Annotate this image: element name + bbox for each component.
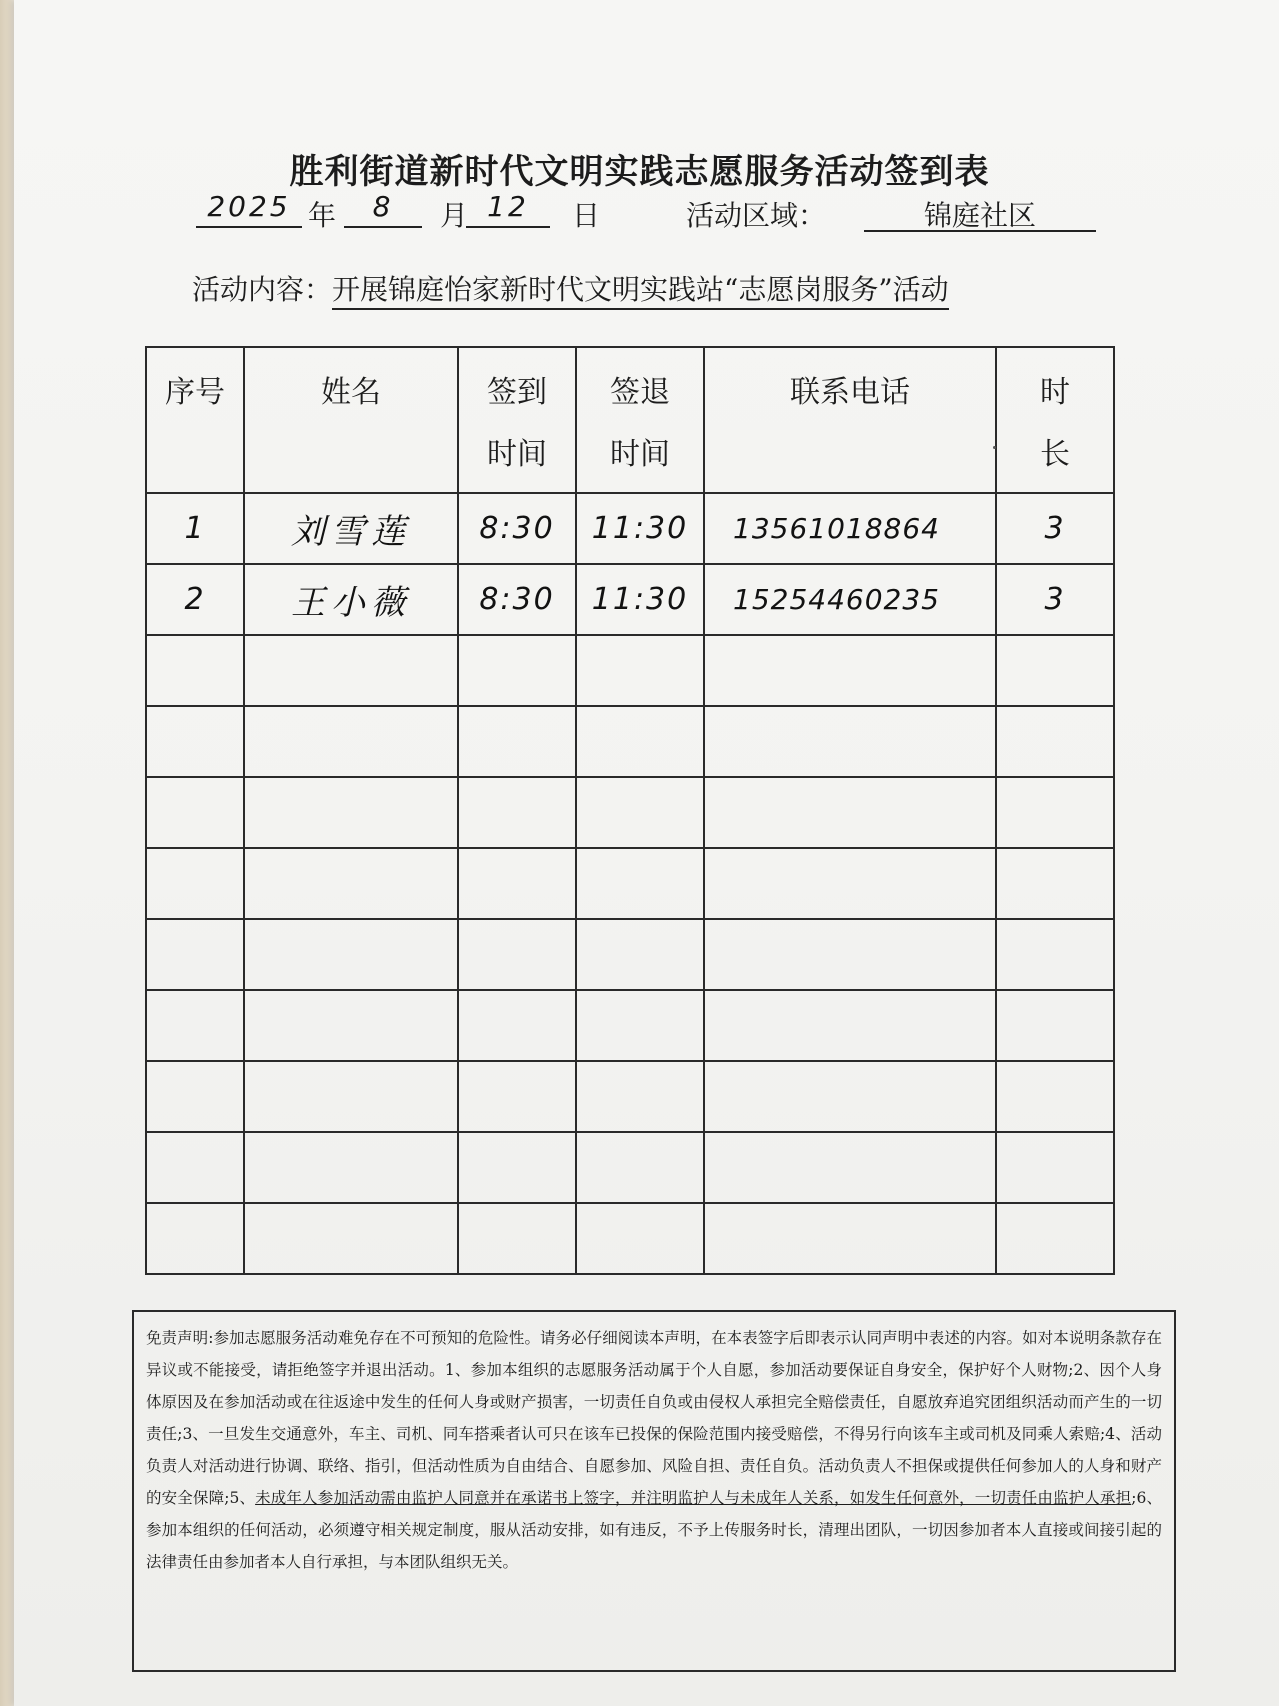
empty-table-row (146, 1132, 1114, 1203)
header-phone: 联系电话 (704, 347, 996, 493)
row-name: 刘雪莲 (244, 493, 458, 564)
row-phone: 15254460235 (704, 564, 996, 635)
empty-cell (244, 635, 458, 706)
activity-content-line (192, 268, 949, 308)
ink-speck (993, 446, 996, 449)
empty-cell (458, 1061, 576, 1132)
empty-cell (996, 1132, 1114, 1203)
empty-cell (146, 848, 244, 919)
empty-cell (146, 1203, 244, 1274)
table-header-row (146, 347, 1114, 493)
form-title: 胜利街道新时代文明实践志愿服务活动签到表 (289, 152, 990, 192)
empty-cell (704, 919, 996, 990)
empty-cell (458, 848, 576, 919)
day-value: 12 (466, 190, 550, 228)
disclaimer-box (132, 1310, 1176, 1672)
empty-cell (996, 635, 1114, 706)
empty-cell (146, 777, 244, 848)
empty-cell (458, 990, 576, 1061)
header-checkin-time: 签到 时间 (458, 347, 576, 493)
empty-table-row (146, 706, 1114, 777)
header-name: 姓名 (244, 347, 458, 493)
empty-table-row (146, 1203, 1114, 1274)
row-duration: 3 (996, 493, 1114, 564)
empty-cell (576, 706, 704, 777)
signin-table (145, 346, 1115, 1275)
disclaimer-text-end: ;6、参加本组织的任何活动，必须遵守相关规定制度，服从活动安排，如有违反，不予上传服务时长，清理出团队，一切因参加者本人直接或间接引起的法律责任由参加者本人自行承担，与本团队组织无关。 (146, 1489, 1162, 1571)
empty-cell (458, 919, 576, 990)
row-checkout: 11:30 (576, 493, 704, 564)
empty-cell (576, 848, 704, 919)
empty-cell (244, 919, 458, 990)
empty-cell (996, 706, 1114, 777)
month-value: 8 (344, 190, 422, 228)
activity-label: 活动内容： (192, 273, 333, 306)
header-duration: 时 长 (996, 347, 1114, 493)
empty-cell (996, 1061, 1114, 1132)
table-row (146, 564, 1114, 635)
header-checkout-time: 签退 时间 (576, 347, 704, 493)
empty-table-row (146, 848, 1114, 919)
row-phone: 13561018864 (704, 493, 996, 564)
activity-value: 开展锦庭怡家新时代文明实践站“志愿岗服务”活动 (332, 273, 949, 310)
empty-cell (996, 777, 1114, 848)
empty-cell (704, 1132, 996, 1203)
header-index: 序号 (146, 347, 244, 493)
row-checkin: 8:30 (458, 493, 576, 564)
row-index: 2 (146, 564, 244, 635)
area-label: 活动区域： (686, 199, 827, 232)
row-index: 1 (146, 493, 244, 564)
empty-cell (576, 919, 704, 990)
empty-cell (704, 706, 996, 777)
month-unit: 月 (440, 199, 469, 232)
empty-cell (704, 635, 996, 706)
empty-cell (244, 706, 458, 777)
empty-cell (458, 706, 576, 777)
empty-table-row (146, 777, 1114, 848)
empty-cell (576, 1203, 704, 1274)
empty-cell (146, 919, 244, 990)
empty-cell (146, 706, 244, 777)
empty-cell (996, 990, 1114, 1061)
empty-cell (458, 1203, 576, 1274)
empty-cell (704, 1203, 996, 1274)
empty-cell (576, 1061, 704, 1132)
empty-cell (576, 777, 704, 848)
empty-cell (996, 848, 1114, 919)
empty-cell (996, 1203, 1114, 1274)
empty-cell (244, 1061, 458, 1132)
row-checkin: 8:30 (458, 564, 576, 635)
empty-cell (458, 635, 576, 706)
empty-table-row (146, 1061, 1114, 1132)
row-duration: 3 (996, 564, 1114, 635)
empty-cell (996, 919, 1114, 990)
empty-cell (244, 990, 458, 1061)
empty-cell (576, 1132, 704, 1203)
disclaimer-guardian-clause: 未成年人参加活动需由监护人同意并在承诺书上签字，并注明监护人与未成年人关系，如发生任何意外，一切责任由监护人承担 (255, 1489, 1132, 1507)
empty-cell (576, 635, 704, 706)
year-value: 2025 (196, 190, 302, 228)
empty-cell (704, 848, 996, 919)
day-unit: 日 (572, 199, 601, 232)
empty-cell (146, 1061, 244, 1132)
row-checkout: 11:30 (576, 564, 704, 635)
area-value: 锦庭社区 (864, 194, 1096, 232)
empty-cell (704, 1061, 996, 1132)
empty-cell (458, 1132, 576, 1203)
empty-cell (244, 1132, 458, 1203)
empty-cell (576, 990, 704, 1061)
empty-cell (244, 1203, 458, 1274)
empty-table-row (146, 990, 1114, 1061)
empty-table-row (146, 635, 1114, 706)
empty-cell (146, 1132, 244, 1203)
year-unit: 年 (308, 199, 337, 232)
empty-table-row (146, 919, 1114, 990)
disclaimer-text: 免责声明:参加志愿服务活动难免存在不可预知的危险性。请务必仔细阅读本声明，在本表签字后即表示认同声明中表述的内容。如对本说明条款存在异议或不能接受，请拒绝签字并退出活动。1、参加本组织的志愿服务活动属于个人自愿，参加活动要保证自身安全，保护好个人财物;2、因个人身体原因及在参加活动或在往返途中发生的任何人身或财产损害，一切责任自负或由侵权人承担完全赔偿责任，自愿放弃追究团组织活动而产生的一切责任;3、一旦发生交通意外，车主、司机、同车搭乘者认可只在该车已投保的保险范围内接受赔偿，不得另行向该车主或司机及同乘人索赔;4、活动负责人对活动进行协调、联络、指引，但活动性质为自由结合、自愿参加、风险自担、责任自负。活动负责人不担保或提供任何参加人的人身和财产的安全保障;5、 (146, 1329, 1162, 1507)
empty-cell (704, 777, 996, 848)
empty-cell (704, 990, 996, 1061)
empty-cell (244, 848, 458, 919)
row-name: 王小薇 (244, 564, 458, 635)
empty-cell (146, 990, 244, 1061)
empty-cell (146, 635, 244, 706)
table-row (146, 493, 1114, 564)
empty-cell (244, 777, 458, 848)
empty-cell (458, 777, 576, 848)
